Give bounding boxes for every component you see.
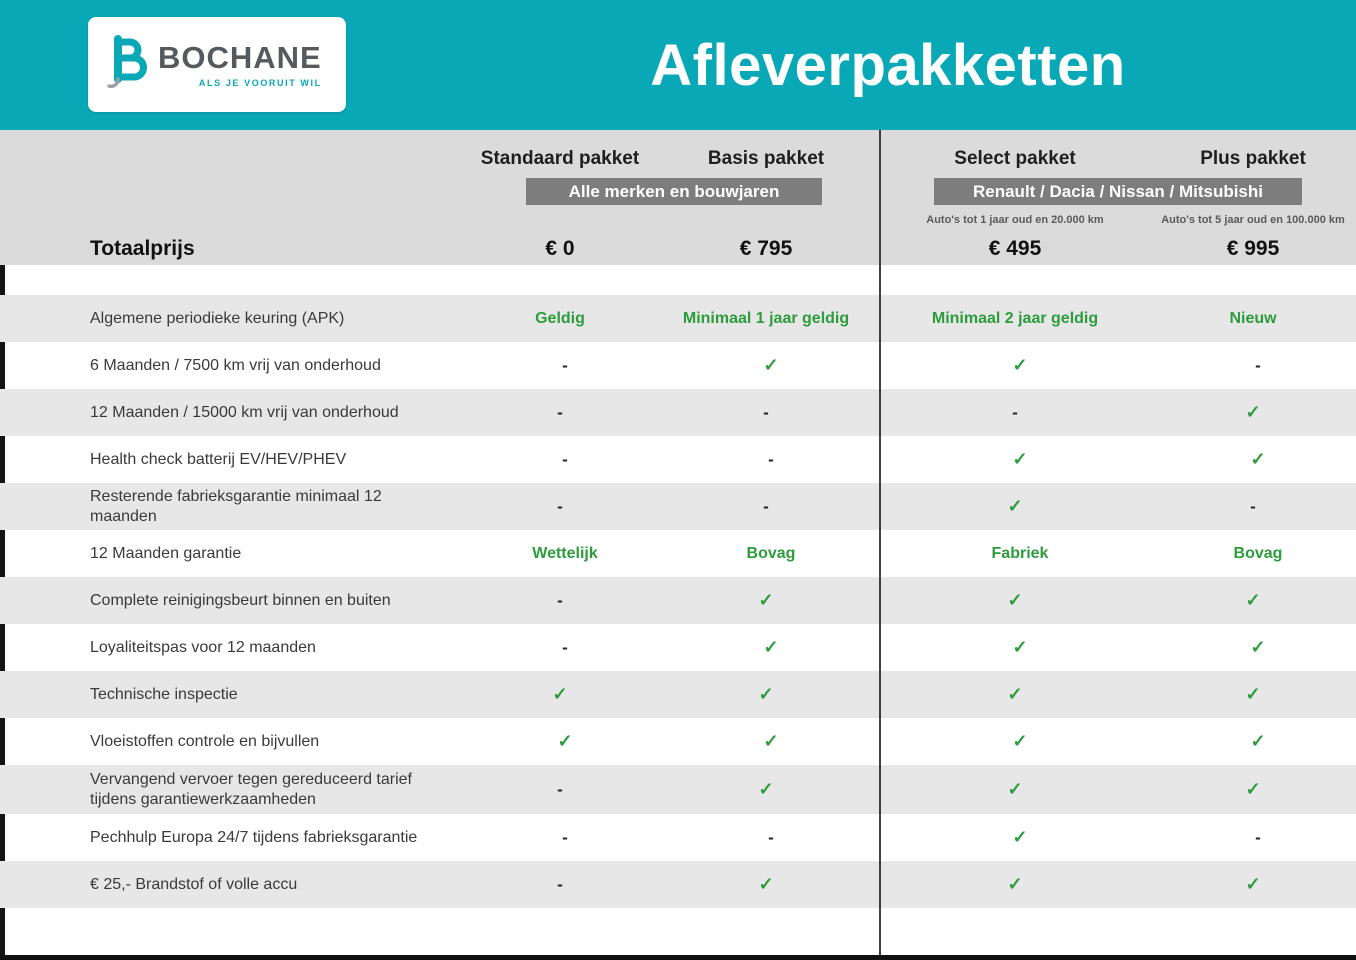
row-value: ✓ <box>758 590 774 610</box>
badge-alle-merken: Alle merken en bouwjaren <box>526 178 822 205</box>
column-header-select: Select pakket <box>954 148 1076 169</box>
row-label: Loyaliteitspas voor 12 maanden <box>90 638 316 656</box>
row-value: Minimaal 1 jaar geldig <box>682 309 850 327</box>
row-label: Complete reinigingsbeurt binnen en buiten <box>90 591 391 609</box>
row-value: ✓ <box>1245 684 1261 704</box>
bottom-border <box>0 955 1356 960</box>
row-value: ✓ <box>1007 684 1023 704</box>
row-label: Technische inspectie <box>90 685 238 703</box>
row-value: Geldig <box>535 309 585 327</box>
row-value: ✓ <box>758 779 774 799</box>
table-row <box>0 814 1356 861</box>
row-value: ✓ <box>1007 496 1023 516</box>
spacer-row <box>0 265 1356 295</box>
row-value: - <box>562 449 568 469</box>
row-value: Wettelijk <box>532 544 598 562</box>
row-value: - <box>768 449 774 469</box>
row-label: Resterende fabrieksgarantie minimaal 12 maanden <box>90 487 382 525</box>
row-value: ✓ <box>1250 637 1266 657</box>
row-value: - <box>763 402 769 422</box>
row-value: ✓ <box>1245 874 1261 894</box>
bottom-spacer <box>0 908 1356 955</box>
subnote-select: Auto's tot 1 jaar oud en 20.000 km <box>926 214 1104 226</box>
row-value: - <box>763 496 769 516</box>
row-value: - <box>768 827 774 847</box>
table-row <box>0 530 1356 577</box>
row-label: 12 Maanden / 15000 km vrij van onderhoud <box>90 403 399 421</box>
row-value: - <box>557 496 563 516</box>
table-row <box>0 861 1356 908</box>
row-value: - <box>562 355 568 375</box>
price-select: € 495 <box>988 236 1042 260</box>
price-basis: € 795 <box>739 236 793 260</box>
table-row <box>0 671 1356 718</box>
row-value: - <box>557 874 563 894</box>
total-price-label: Totaalprijs <box>90 236 195 260</box>
row-value: Bovag <box>746 544 796 562</box>
row-value: - <box>1255 355 1261 375</box>
row-value: Fabriek <box>991 544 1049 562</box>
table-row <box>0 718 1356 765</box>
row-value: - <box>562 637 568 657</box>
column-header-standaard: Standaard pakket <box>480 148 640 169</box>
row-label: Algemene periodieke keuring (APK) <box>90 309 345 327</box>
bochane-logo <box>88 17 346 112</box>
page-title: Afleverpakketten <box>650 32 1126 98</box>
row-label: Vloeistoffen controle en bijvullen <box>90 732 320 750</box>
row-value: ✓ <box>758 874 774 894</box>
row-value: ✓ <box>1012 355 1028 375</box>
row-value: - <box>1255 827 1261 847</box>
table-row <box>0 389 1356 436</box>
logo-text-block <box>158 39 322 88</box>
total-price-row <box>0 232 1356 265</box>
row-value: ✓ <box>1012 449 1028 469</box>
row-value: Bovag <box>1233 544 1283 562</box>
row-value: ✓ <box>1012 827 1028 847</box>
row-label: 12 Maanden garantie <box>90 544 242 562</box>
subnote-plus: Auto's tot 5 jaar oud en 100.000 km <box>1161 214 1345 226</box>
price-standaard: € 0 <box>545 236 575 260</box>
table-header-band <box>0 130 1356 265</box>
row-value: - <box>557 779 563 799</box>
row-value: ✓ <box>1007 590 1023 610</box>
table-row <box>0 436 1356 483</box>
price-plus: € 995 <box>1226 236 1280 260</box>
row-value: ✓ <box>763 637 779 657</box>
row-label: € 25,- Brandstof of volle accu <box>90 875 298 893</box>
column-header-plus: Plus pakket <box>1200 148 1306 169</box>
row-label: Health check batterij EV/HEV/PHEV <box>90 450 347 468</box>
page-header <box>0 0 1356 130</box>
row-value: ✓ <box>1245 779 1261 799</box>
row-value: ✓ <box>1245 590 1261 610</box>
brand-name: BOCHANE <box>158 39 322 75</box>
row-value: - <box>557 402 563 422</box>
table-row <box>0 342 1356 389</box>
row-value: ✓ <box>1250 731 1266 751</box>
row-value: - <box>562 827 568 847</box>
table-row <box>0 295 1356 342</box>
row-value: - <box>1012 402 1018 422</box>
badges-row <box>0 178 1356 205</box>
row-value: - <box>1250 496 1256 516</box>
row-value: Nieuw <box>1229 309 1277 327</box>
row-value: - <box>557 590 563 610</box>
row-value: Minimaal 2 jaar geldig <box>931 309 1099 327</box>
badge-renault-dacia-nissan-mitsubishi: Renault / Dacia / Nissan / Mitsubishi <box>934 178 1302 205</box>
row-value: ✓ <box>1007 874 1023 894</box>
row-value: ✓ <box>1245 402 1261 422</box>
row-value: ✓ <box>552 684 568 704</box>
brand-tagline: ALS JE VOORUIT WIL <box>198 77 322 88</box>
table-row <box>0 577 1356 624</box>
table-row <box>0 483 1356 530</box>
table-row <box>0 765 1356 814</box>
bochane-b-icon <box>104 32 150 97</box>
column-group-divider <box>879 130 881 955</box>
row-label: 6 Maanden / 7500 km vrij van onderhoud <box>90 356 381 374</box>
row-label: Pechhulp Europa 24/7 tijdens fabrieksgarantie <box>90 828 418 846</box>
row-value: ✓ <box>763 355 779 375</box>
row-value: ✓ <box>557 731 573 751</box>
row-value: ✓ <box>1012 637 1028 657</box>
row-value: ✓ <box>1012 731 1028 751</box>
column-header-basis: Basis pakket <box>707 148 825 169</box>
spacer <box>0 178 468 205</box>
row-label: Vervangend vervoer tegen gereduceerd tarief tijdens garantiewerkzaamheden <box>90 770 412 808</box>
row-value: ✓ <box>1250 449 1266 469</box>
table-row <box>0 624 1356 671</box>
column-headers-row <box>0 146 1356 172</box>
row-value: ✓ <box>758 684 774 704</box>
row-value: ✓ <box>763 731 779 751</box>
subnotes-row <box>0 212 1356 228</box>
row-value: ✓ <box>1007 779 1023 799</box>
